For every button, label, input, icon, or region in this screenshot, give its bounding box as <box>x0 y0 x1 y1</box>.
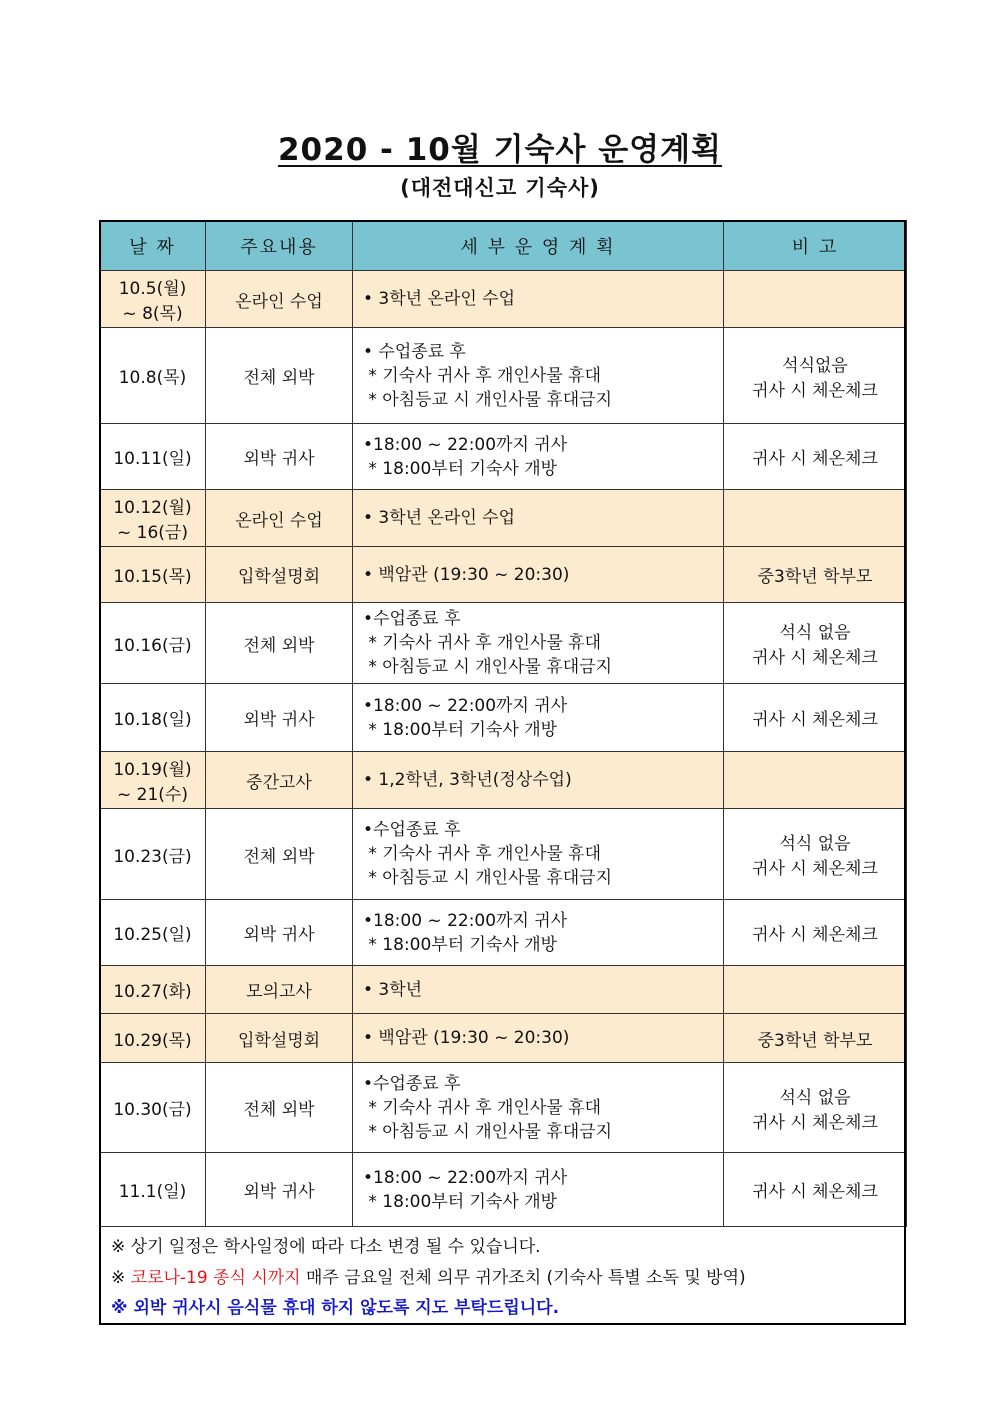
date-cell-line: 11.1(일) <box>118 1182 187 1202</box>
details-cell-line: * 18:00부터 기숙사 개방 <box>363 934 558 955</box>
date-cell-line: 10.27(화) <box>113 982 192 1002</box>
date-cell-line: 10.16(금) <box>113 635 192 656</box>
note-cell-line: 중3학년 학부모 <box>757 567 873 587</box>
content-cell: 입학설명회 <box>206 547 353 603</box>
date-cell-line: 10.19(월) <box>113 760 192 780</box>
content-cell: 중간고사 <box>206 752 353 809</box>
details-cell-line: * 아침등교 시 개인사물 휴대금지 <box>363 657 613 677</box>
note-cell-line: 중3학년 학부모 <box>757 1030 873 1051</box>
table-frame <box>99 220 906 1325</box>
header-date: 날 짜 <box>100 221 206 271</box>
note-cell-line: 귀사 시 체온체크 <box>752 1182 878 1202</box>
date-cell-line: ~ 21(수) <box>117 785 188 805</box>
date-cell-line: 10.25(일) <box>113 925 192 945</box>
note-schedule-change: ※ 상기 일정은 학사일정에 따라 다소 변경 될 수 있습니다. <box>111 1237 541 1257</box>
details-cell-line: * 기숙사 귀사 후 개인사물 휴대 <box>363 1097 601 1118</box>
note-cell-line: 귀사 시 체온체크 <box>752 859 878 879</box>
note-cell-line: 귀사 시 체온체크 <box>752 449 878 469</box>
document-title: 2020 - 10월 기숙사 운영계획 <box>277 132 723 168</box>
details-cell-line: * 아침등교 시 개인사물 휴대금지 <box>363 868 613 888</box>
content-cell: 외박 귀사 <box>206 424 353 490</box>
date-cell-line: 10.8(목) <box>118 368 187 388</box>
date-cell-line: 10.11(일) <box>113 449 192 469</box>
note-cell-line: 귀사 시 체온체크 <box>752 648 878 668</box>
content-cell: 전체 외박 <box>206 603 353 684</box>
header-details: 세 부 운 영 계 획 <box>353 221 724 271</box>
notes-box <box>101 1223 904 1323</box>
date-cell-line: 10.15(목) <box>113 567 192 587</box>
note-cell-line: 석식없음 <box>782 355 848 376</box>
details-cell-line: * 기숙사 귀사 후 개인사물 휴대 <box>363 844 601 864</box>
date-cell-line: 10.18(일) <box>113 710 192 730</box>
details-cell-line: • 백암관 (19:30 ~ 20:30) <box>363 564 570 585</box>
details-cell-line: * 기숙사 귀사 후 개인사물 휴대 <box>363 365 601 386</box>
document-subtitle: (대전대신고 기숙사) <box>400 176 600 200</box>
details-cell-line: • 3학년 <box>363 979 423 1000</box>
note-cell-line: 귀사 시 체온체크 <box>752 1112 878 1133</box>
details-cell-line: •18:00 ~ 22:00까지 귀사 <box>363 910 568 931</box>
header-content: 주요내용 <box>206 221 353 271</box>
date-cell-line: 10.29(목) <box>113 1030 192 1051</box>
note-cell-line: 귀사 시 체온체크 <box>752 925 878 945</box>
content-cell: 전체 외박 <box>206 1063 353 1153</box>
note-covid: ※ 코로나-19 종식 시까지 매주 금요일 전체 의무 귀가조치 (기숙사 특별 소독 및 방역) <box>111 1268 746 1288</box>
note-cell-line: 귀사 시 체온체크 <box>752 710 878 730</box>
note-cell-line: 석식 없음 <box>779 623 851 643</box>
content-cell: 외박 귀사 <box>206 900 353 966</box>
note-covid-highlight: 코로나-19 종식 시까지 <box>130 1268 301 1288</box>
content-cell: 전체 외박 <box>206 809 353 900</box>
details-cell-line: * 기숙사 귀사 후 개인사물 휴대 <box>363 633 601 653</box>
note-cell-line: 석식 없음 <box>779 834 851 854</box>
content-cell: 온라인 수업 <box>206 271 353 328</box>
date-cell-line: ~ 8(목) <box>122 304 183 324</box>
details-cell-line: • 백암관 (19:30 ~ 20:30) <box>363 1028 570 1048</box>
details-cell-line: * 18:00부터 기숙사 개방 <box>363 719 558 740</box>
date-cell-line: 10.5(월) <box>118 279 187 299</box>
details-cell-line: •수업종료 후 <box>363 1073 461 1094</box>
details-cell-line: • 1,2학년, 3학년(정상수업) <box>363 770 572 790</box>
content-cell: 입학설명회 <box>206 1014 353 1063</box>
details-cell-line: * 아침등교 시 개인사물 휴대금지 <box>363 1121 613 1142</box>
details-cell-line: • 수업종료 후 <box>363 341 466 362</box>
content-cell: 전체 외박 <box>206 328 353 424</box>
date-cell-line: 10.23(금) <box>113 846 192 867</box>
content-cell: 외박 귀사 <box>206 1153 353 1227</box>
details-cell-line: •18:00 ~ 22:00까지 귀사 <box>363 1167 568 1188</box>
details-cell-line: •수업종료 후 <box>363 609 461 629</box>
details-cell-line: •수업종료 후 <box>363 820 461 840</box>
header-note: 비 고 <box>724 221 907 271</box>
details-cell-line: •18:00 ~ 22:00까지 귀사 <box>363 695 568 716</box>
date-cell-line: 10.12(월) <box>113 498 192 518</box>
date-cell-line: ~ 16(금) <box>117 523 188 543</box>
note-cell-line: 귀사 시 체온체크 <box>752 380 878 401</box>
details-cell-line: * 18:00부터 기숙사 개방 <box>363 458 558 479</box>
content-cell: 모의고사 <box>206 966 353 1014</box>
details-cell-line: • 3학년 온라인 수업 <box>363 289 516 309</box>
note-cell-line: 석식 없음 <box>779 1087 851 1108</box>
details-cell-line: • 3학년 온라인 수업 <box>363 508 516 528</box>
date-cell-line: 10.30(금) <box>113 1100 192 1120</box>
content-cell: 온라인 수업 <box>206 490 353 547</box>
details-cell-line: * 18:00부터 기숙사 개방 <box>363 1191 558 1212</box>
note-food: ※ 외박 귀사시 음식물 휴대 하지 않도록 지도 부탁드립니다. <box>111 1298 560 1318</box>
content-cell: 외박 귀사 <box>206 684 353 752</box>
details-cell-line: •18:00 ~ 22:00까지 귀사 <box>363 434 568 455</box>
details-cell-line: * 아침등교 시 개인사물 휴대금지 <box>363 389 613 410</box>
